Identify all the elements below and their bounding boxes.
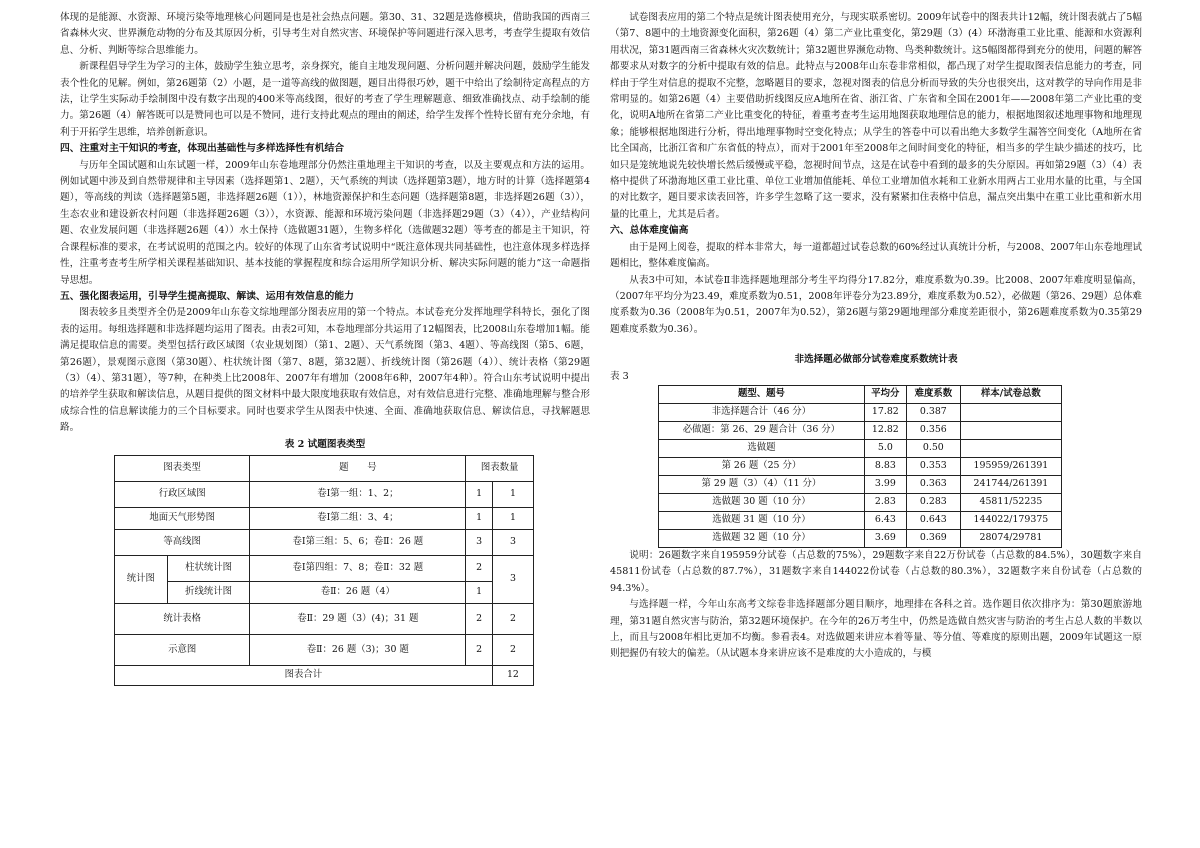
table-cell: 1 xyxy=(466,481,493,507)
table-cell: 3 xyxy=(466,529,493,555)
table-cell: 0.387 xyxy=(906,403,960,421)
table-cell: 0.283 xyxy=(906,493,960,511)
section-heading: 六、总体难度偏高 xyxy=(610,225,689,237)
table-cell: 3 xyxy=(492,529,533,555)
table-header: 难度系数 xyxy=(906,385,960,403)
table-title: 非选择题必做部分试卷难度系数统计表 xyxy=(794,354,958,366)
table-row xyxy=(115,529,534,555)
paragraph: 图表较多且类型齐全仍是2009年山东卷文综地理部分图表应用的第一个特点。本试卷充分发挥地理学科特长，强化了图表的运用。每组选择题和非选择题均运用了图表。由表2可知，本卷地理部分共运用了12幅图表，比2008山东卷增加1幅。能满足提取信息的需要。类型包括行政区域图（农业规划图）（第1、2题）、天气系统图（第3、4题）、等高线图（第5、6题，第26题），景观图示意图（第30题）、柱状统计图（第7、8题，第32题）、折线统计图（第26题（4））、统计表格（第29题（3）（4）、第31题），等7种，在种类上比2008年、2007年有增加（2008年6种，2007年4种）。符合山东考试说明中提出的培养学生获取和解读信息，从题目提供的图文材料中最大限度地获取有效信息，对有效信息进行完整、准确地理解与整合形成综合性的信息解读能力的三个目标要求。同时也要求学生从图表中快速、全面、准确地获取信息、解读信息，寻找解题思路。 xyxy=(60,307,590,434)
table-cell: 1 xyxy=(492,481,533,507)
table-cell: 3.69 xyxy=(864,529,906,547)
table-cell: 3.99 xyxy=(864,475,906,493)
table-cell: 45811/52235 xyxy=(960,493,1061,511)
paragraph: 体现的是能源、水资源、环境污染等地理核心问题同是也是社会热点问题。第30、31、32题是选修模块，借助我国的西南三省森林火灾、世界濒危动物的分布及其原因分析，引导考生对自然灾害、环境保护等问题进行深入思考，考查学生提取有效信息、分析、判断等综合思维能力。 xyxy=(60,12,590,56)
table-header-row xyxy=(115,455,534,481)
table-cell: 卷Ⅱ：29 题（3）(4)；31 题 xyxy=(250,603,466,634)
table-row xyxy=(659,493,1062,511)
table-row xyxy=(115,634,534,665)
table-header: 样本/试卷总数 xyxy=(960,385,1061,403)
table-cell: 195959/261391 xyxy=(960,457,1061,475)
table-header: 题 号 xyxy=(250,455,466,481)
table-cell: 144022/179375 xyxy=(960,511,1061,529)
table-cell xyxy=(960,403,1061,421)
table-header: 图表类型 xyxy=(115,455,250,481)
table-cell: 示意图 xyxy=(115,634,250,665)
left-column xyxy=(60,10,590,686)
table-row xyxy=(115,507,534,529)
paragraph: 从表3中可知，本试卷Ⅱ非选择题地理部分考生平均得分17.82分，难度系数为0.39。比2008、2007年难度明显偏高，（2007年平均分为23.49，难度系数为0.51，2008年评卷分为23.89分，难度系数为0.52），必做题（第26、29题）总体难度系数为0.36（2008年为0.51，2007年为0.52），第26题与第29题地理部分难度差距很小，第26题难度系数为0.35第29题难度系数为0.36）。 xyxy=(610,274,1142,335)
table-row xyxy=(659,421,1062,439)
table-cell: 0.356 xyxy=(906,421,960,439)
table-cell xyxy=(960,439,1061,457)
table-row xyxy=(659,511,1062,529)
paragraph: 由于是网上阅卷，提取的样本非常大，每一道都超过试卷总数的60%经过认真统计分析，与2008、2007年山东卷地理试题相比，整体难度偏高。 xyxy=(610,241,1142,270)
table-cell: 28074/29781 xyxy=(960,529,1061,547)
table-cell: 0.363 xyxy=(906,475,960,493)
table-row xyxy=(659,439,1062,457)
table-cell: 0.369 xyxy=(906,529,960,547)
chart-type-table xyxy=(114,455,534,686)
table-cell: 2 xyxy=(466,555,493,581)
table-cell: 卷Ⅰ第一组：1、2； xyxy=(250,481,466,507)
table-cell: 8.83 xyxy=(864,457,906,475)
table-cell: 选做题 31 题（10 分） xyxy=(659,511,865,529)
table-cell: 卷Ⅰ第三组：5、6；卷Ⅱ：26 题 xyxy=(250,529,466,555)
table-cell: 卷Ⅰ第四组：7、8；卷Ⅱ：32 题 xyxy=(250,555,466,581)
table-cell xyxy=(960,421,1061,439)
table-caption: 表 2 试题图表类型 xyxy=(284,438,366,450)
table-cell: 图表合计 xyxy=(115,665,493,685)
table-row xyxy=(659,475,1062,493)
section-heading: 五、强化图表运用，引导学生提高提取、解读、运用有效信息的能力 xyxy=(60,290,354,302)
table-row xyxy=(659,529,1062,547)
table-cell: 5.0 xyxy=(864,439,906,457)
table-cell: 地面天气形势图 xyxy=(115,507,250,529)
table-cell: 1 xyxy=(492,507,533,529)
table-cell: 统计表格 xyxy=(115,603,250,634)
table-cell: 2 xyxy=(466,603,493,634)
table-row xyxy=(659,403,1062,421)
table-header: 题型、题号 xyxy=(659,385,865,403)
table-header: 平均分 xyxy=(864,385,906,403)
table-row xyxy=(115,603,534,634)
paragraph: 试卷图表应用的第二个特点是统计图表使用充分，与现实联系密切。2009年试卷中的图表共计12幅，统计图表就占了5幅（第7、8题中的土地资源变化面积，第26题（4）第二产业比重变化，第29题（3）(4）环渤海重工业比重、能源和水资源利用状况，第31题西南三省森林火灾次数统计；第32题世界濒危动物、鸟类种数统计。这5幅图都得到充分的使用，问题的解答都要求从对数字的分析中提取有效的信息。此特点与2008年山东卷非常相似，都凸现了对学生提取图表信息能力的考查，同样由于学生对信息的提取不完整，忽略题目的要求，忽视对图表的信息分析而导致的失分也很突出，这对教学的导向作用是非常明显的。如第26题（4）主要借助折线图反应A地所在省、浙江省、广东省和全国在2001年——2008年第二产业比重的变化，说明A地所在省第二产业比重变化的特征，着重考查考生运用地图获取地理信息的能力，根据地图叙述地理事物和地理现象；能够根据地图进行分析，得出地理事物时空变化特点；从学生的答卷中可以看出绝大多数学生漏答空间变化（A地所在省比全国高，比浙江省和广东省低的特点），而对于2001年至2008年之间时间变化的特征，相当多的学生缺少描述的技巧，比如只是笼统地说先较快增长然后缓慢或平稳，忽视时间节点，这是在试卷中看到的最多的失分原因。再如第29题（3）（4）表格中提供了环渤海地区重工业比重、单位工业增加值能耗、单位工业增加值水耗和工业新水用两占工业用水量的比重，与全国的对比数字，题目要求读表回答，许多学生忽略了这一要求，没有紧紧扣住表格中信息，漏点突出集中在重工业比重和新水用量的比重上，尤其是后者。 xyxy=(610,12,1143,220)
paragraph: 与选择题一样，今年山东高考文综卷非选择题部分题目顺序，地理排在各科之首。选作题目依次排序为：第30题旅游地理，第31题自然灾害与防治，第32题环境保护。在今年的26万考生中，仍然是选做自然灾害与防治的考生占总人数的半数以上，而且与2008年相比更加不均衡。参看表4。对选做题来讲应本着等量、等分值、等难度的原则出题，2009年试题这一原则把握仍有较大的偏差。（从试题本身来讲应该不是难度的大小造成的，与模 xyxy=(610,599,1142,660)
table-header-row xyxy=(659,385,1062,403)
table-row xyxy=(115,555,534,581)
table-cell: 选做题 30 题（10 分） xyxy=(659,493,865,511)
table-cell: 17.82 xyxy=(864,403,906,421)
table-row xyxy=(659,457,1062,475)
table-cell: 12.82 xyxy=(864,421,906,439)
table-cell: 3 xyxy=(492,555,533,603)
table-cell: 0.50 xyxy=(906,439,960,457)
table-cell: 非选择题合计（46 分） xyxy=(659,403,865,421)
table-cell: 柱状统计图 xyxy=(167,555,250,581)
table-cell: 卷Ⅰ第二组：3、4； xyxy=(250,507,466,529)
table-cell: 卷Ⅱ：26 题（4） xyxy=(250,581,466,603)
table-cell: 第 26 题（25 分） xyxy=(659,457,865,475)
table-cell: 统计图 xyxy=(115,555,168,603)
table-cell: 6.43 xyxy=(864,511,906,529)
table-row xyxy=(115,581,534,603)
section-heading: 四、注重对主干知识的考查，体现出基础性与多样选择性有机结合 xyxy=(60,143,345,155)
table-cell: 选做题 32 题（10 分） xyxy=(659,529,865,547)
table-cell: 选做题 xyxy=(659,439,865,457)
table-cell: 241744/261391 xyxy=(960,475,1061,493)
paragraph: 与历年全国试题和山东试题一样，2009年山东卷地理部分仍然注重地理主干知识的考查，以及主要观点和方法的运用。例如试题中涉及到自然带规律和主导因素（选择题第1、2题），天气系统的判读（选择题第3题），地方时的计算（选择题第4题），等高线的判读（选择题第5题，非选择题26题（1）），林地资源保护和生态问题（选择题第8题，非选择题26题（3）），生态农业和建设新农村问题（非选择题26题（3）），水资源、能源和环境污染问题（非选择题29题（3）（4）），产业结构问题、农业发展问题（非选择题26题（4））水土保持（选做题31题），生物多样化（选做题32题）等考查的都是主干知识，符合课程标准的要求，在考试说明的范围之内。较好的体现了山东省考试说明中“既注意体现共同基础性，也注意体现多样选择性，注重考查考生所学相关课程基础知识、基本技能的掌握程度和综合运用所学知识分析、解决实际问题的能力”这一命题指导思想。 xyxy=(60,159,590,286)
table-header: 图表数量 xyxy=(466,455,534,481)
table-total-row xyxy=(115,665,534,685)
table-label: 表 3 xyxy=(610,370,629,382)
table-cell: 行政区域图 xyxy=(115,481,250,507)
table-cell: 折线统计图 xyxy=(167,581,250,603)
table-cell: 0.353 xyxy=(906,457,960,475)
table-cell: 2 xyxy=(492,634,533,665)
table-cell: 1 xyxy=(466,507,493,529)
table-cell: 2 xyxy=(466,634,493,665)
table-cell: 1 xyxy=(466,581,493,603)
paragraph: 新课程倡导学生为学习的主体，鼓励学生独立思考，亲身探究，能自主地发现问题、分析问题并解决问题，鼓励学生能发表个性化的见解。例如，第26题第（2）小题，是一道等高线的做图题，题目出得很巧妙，题干中给出了绘制待定高程点的方法，让学生实际动手绘制图中没有数字出现的400米等高线图，很好的考查了学生理解题意、细致准确找点、动手绘制的能力。第26题（4）解答既可以是赞同也可以是不赞同，进行支持此观点的理由的阐述，给学生发挥个性特长留有充分余地，有利于开拓学生思维，培养创新意识。 xyxy=(60,61,590,138)
table-cell: 第 29 题（3）（4）（11 分） xyxy=(659,475,865,493)
right-column xyxy=(610,10,1142,663)
table-cell: 等高线图 xyxy=(115,529,250,555)
table-cell: 卷Ⅱ：26 题（3)；30 题 xyxy=(250,634,466,665)
table-cell: 12 xyxy=(492,665,533,685)
table-cell: 2 xyxy=(492,603,533,634)
table-row xyxy=(115,481,534,507)
table-cell: 必做题：第 26、29 题合计（36 分） xyxy=(659,421,865,439)
table-cell: 2.83 xyxy=(864,493,906,511)
paragraph: 说明：26题数字来自195959分试卷（占总数的75%），29题数字来自22万份试卷（占总数的84.5%），30题数字来自45811份试卷（占总数的87.7%），31题数字来自144022份试卷（占总数的80.3%），32题数字来自份试卷（占总数的94.3%）。 xyxy=(610,549,1142,594)
difficulty-table xyxy=(658,385,1062,548)
table-cell: 0.643 xyxy=(906,511,960,529)
